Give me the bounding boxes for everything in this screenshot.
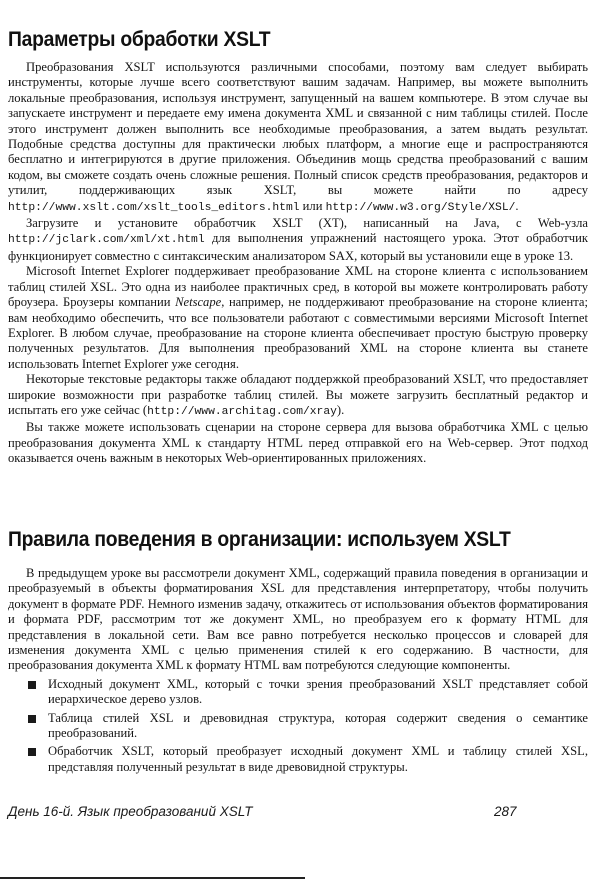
running-title: День 16-й. Язык преобразований XSLT xyxy=(8,804,253,819)
paragraph-text: Microsoft Internet Explorer поддерживает преобразование XML на стороне клиента с использованием таблиц стилей XSL. Это одна из наиболее практичных сред, в которой вы можете контролировать работу броузера. Броузеры компании xyxy=(8,264,588,310)
paragraph xyxy=(8,372,588,420)
url-link[interactable]: http://jclark.com/xml/xt.html xyxy=(8,234,205,247)
section-heading-xslt-processing: Параметры обработки XSLT xyxy=(8,28,271,51)
paragraph xyxy=(8,264,588,372)
list-item xyxy=(8,744,588,775)
paragraph-text: , например, не поддерживают преобразование на стороне клиента; вам необходимо обеспечить, что все пользователи работают с совместимыми версиями Microsoft Internet Explorer. В любом случае, преобразование на стороне клиента обеспечивает простую быструю проверку полученных результатов. Для выполнения преобразований XML на стороне клиента вы станете использовать Internet Explorer уже сегодня. xyxy=(8,295,588,371)
paragraph xyxy=(8,60,588,216)
list-item xyxy=(8,711,588,742)
square-bullet-icon xyxy=(28,681,36,689)
paragraph-text: . xyxy=(515,198,519,213)
list-item-text: Исходный документ XML, который с точки зрения преобразований XSLT представляет собой иерархическое дерево узлов. xyxy=(48,676,588,707)
square-bullet-icon xyxy=(28,748,36,756)
paragraph-text: для выполнения упражнений настоящего урока. Этот обработчик функционирует совместно с синтаксическим анализатором SAX, который вы установили еще в уроке 13. xyxy=(8,231,588,263)
paragraph: В предыдущем уроке вы рассмотрели документ XML, содержащий правила поведения в организации и преобразуемый в объекты форматирования XSL для представления интерпретатору, чтобы получить документ в формате PDF. Немного изменив задачу, откажитесь от использования объектов форматирования и формата PDF, рассмотрим тот же документ XML, но преобразуем его к формату HTML для представления в локальной сети. Вам все равно потребуется несколько процессов и словарей для изменения документа XML с целью применения стилей к его содержанию. В частности, для преобразования документа XML к формату HTML вам потребуются следующие компоненты. xyxy=(8,566,588,673)
paragraph xyxy=(8,216,588,264)
component-list xyxy=(8,677,588,775)
page-number: 287 xyxy=(494,804,517,819)
square-bullet-icon xyxy=(28,715,36,723)
list-item-text: Обработчик XSLT, который преобразует исходный документ XML и таблицу стилей XSL, представляя полученный результат в виде древовидной структуры. xyxy=(48,744,588,774)
url-link[interactable]: http://www.architag.com/xray xyxy=(147,405,337,418)
section-body-conduct-rules xyxy=(8,566,588,775)
paragraph: Вы также можете использовать сценарии на стороне сервера для вызова обработчика XML с целью преобразования документа XML к стандарту HTML перед отправкой его на Web-сервер. Этот подход оказывается очень важным в некоторых Web-ориентированных приложениях. xyxy=(8,420,588,466)
url-link[interactable]: http://www.w3.org/Style/XSL/ xyxy=(325,201,516,214)
paragraph-text: ). xyxy=(336,402,345,417)
url-link[interactable]: http://www.xslt.com/xslt_tools_editors.html xyxy=(8,201,300,214)
list-item xyxy=(8,677,588,708)
section-body-xslt-processing xyxy=(8,60,588,467)
page-edge-divider xyxy=(0,877,305,879)
paragraph-text: Некоторые текстовые редакторы также обладают поддержкой преобразований XSLT, что предоставляет широкие возможности при разработке таблиц стилей. Вы можете загрузить бесплатный редактор и испытать его уже сейчас ( xyxy=(8,372,588,417)
paragraph-text: Преобразования XSLT используются различными способами, поэтому вам следует выбирать инструменты, которые лучше всего соответствуют вашим задачам. Например, вы можете выполнить локальные преобразования, используя инструмент, запущенный на вашем компьютере. В этом случае вы запускаете инструмент и передаете ему имена документа XML и связанной с ним таблицы стилей. После этого инструмент должен выполнить все необходимые преобразования, а затем выдать результат. Подобные средства доступны для практически любых платформ, а многие еще и распространяются бесплатно и интегрируются в другие приложения. Объединив мощь средства преобразований с вашим кодом, вы сможете создать очень сложные решения. Полный список средств преобразования, редакторов и утилит, поддерживающих язык XSLT, вы можете найти по адресу xyxy=(8,60,588,198)
paragraph-text: Загрузите и установите обработчик XSLT (XT), написанный на Java, с Web-узла xyxy=(26,216,588,231)
paragraph-text: или xyxy=(299,198,326,213)
brand-name: Netscape xyxy=(175,295,222,310)
list-item-text: Таблица стилей XSL и древовидная структура, которая содержит сведения о семантике преобразований. xyxy=(48,710,588,741)
section-heading-conduct-rules: Правила поведения в организации: используем XSLT xyxy=(8,528,511,551)
